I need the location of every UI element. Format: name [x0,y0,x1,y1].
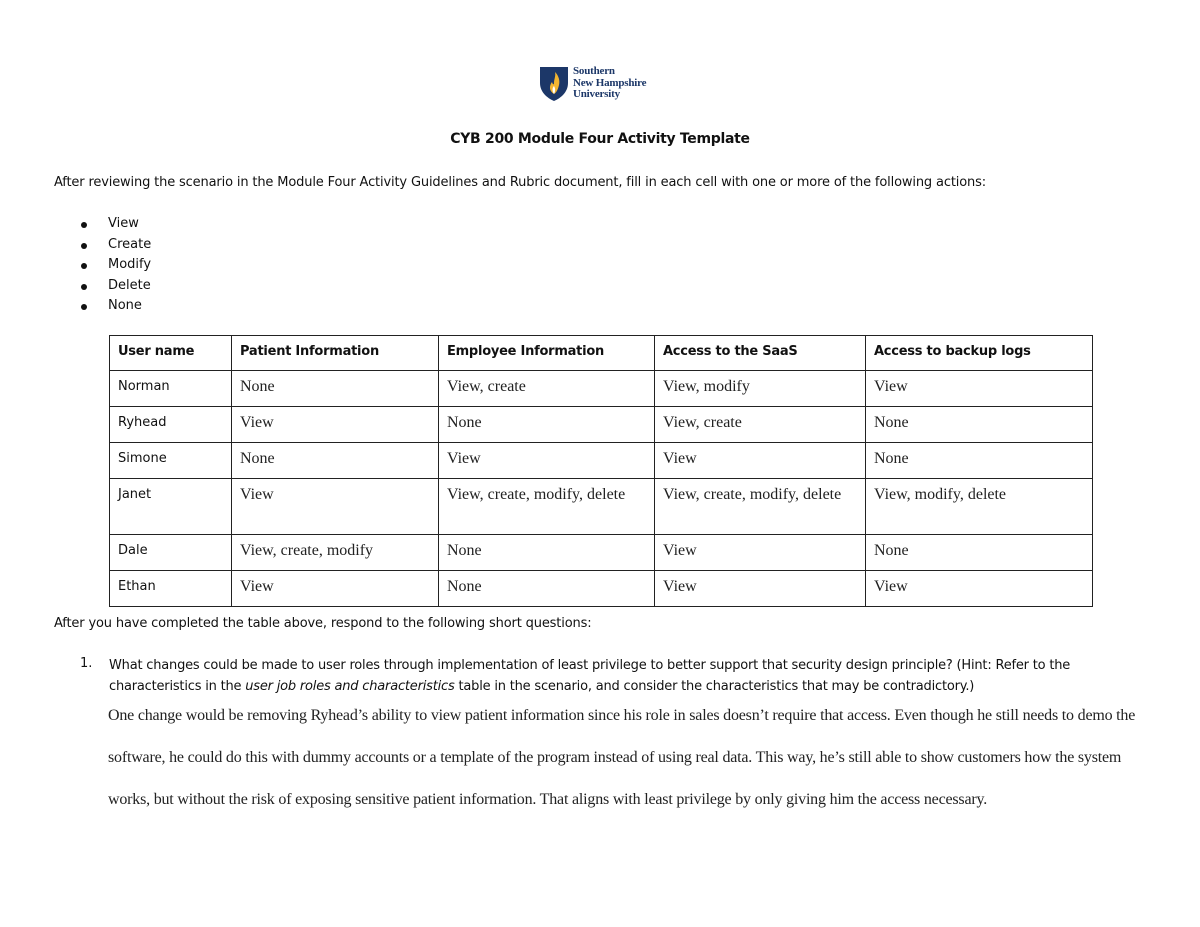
action-label: None [108,298,142,314]
bullet-icon [81,284,87,290]
access-control-table [109,335,1093,607]
table-cell: None [232,371,439,407]
question-number: 1. [80,656,93,671]
table-cell: View [866,571,1093,607]
header-user-name: User name [110,336,232,371]
table-cell: View, modify, delete [866,479,1093,535]
table-cell: View [655,443,866,479]
table-cell: None [439,571,655,607]
document-title: CYB 200 Module Four Activity Template [450,131,750,147]
table-row [110,571,1093,607]
action-label: View [108,216,139,231]
user-name-cell: Ethan [110,571,232,607]
header-employee-information: Employee Information [439,336,655,371]
list-item [80,214,151,235]
table-cell: None [866,535,1093,571]
question-part: table in the scenario, and consider the characteristics that may be contradictory.) [454,678,975,694]
table-cell: View [232,571,439,607]
bullet-icon [81,243,87,249]
table-row [110,443,1093,479]
table-cell: View [655,571,866,607]
user-name-cell: Ryhead [110,407,232,443]
table-row [110,407,1093,443]
list-item [80,255,151,276]
list-item [80,296,151,317]
user-name-cell: Norman [110,371,232,407]
table-row [110,479,1093,535]
intro-text: After reviewing the scenario in the Module Four Activity Guidelines and Rubric document, fill in each cell with one or more of the following actions: [54,175,986,190]
question-part: What changes could be made to user roles through implementation of least privilege to better support that security design principle? (Hint: Refer to the characteristics in the [109,658,1071,694]
header-access-backup-logs: Access to backup logs [866,336,1093,371]
shield-flame-icon [539,66,569,102]
answer-text: One change would be removing Ryhead’s ability to view patient information since his role in sales doesn’t require that access. Even though he still needs to demo the software, he could do this with dummy accounts or a template of the program instead of using real data. This way, he’s still able to show customers how the system works, but without the risk of exposing sensitive patient information. That aligns with least privilege by only giving him the access necessary. [108,707,1136,808]
user-name-cell: Janet [110,479,232,535]
table-cell: None [439,407,655,443]
action-label: Create [108,236,152,252]
table-cell: View [232,479,439,535]
user-name-cell: Dale [110,535,232,571]
action-label: Modify [108,257,152,273]
logo-line: New Hampshire [573,76,647,89]
table-row [110,535,1093,571]
table-cell: None [232,443,439,479]
table-cell: View, create, modify [232,535,439,571]
table-row [110,371,1093,407]
header-access-saas: Access to the SaaS [655,336,866,371]
logo-line: University [573,88,620,100]
list-item [80,276,151,297]
table-cell: View [866,371,1093,407]
questions-intro: After you have completed the table above, respond to the following short questions: [54,616,592,631]
table-cell: View [655,535,866,571]
table-cell: View, create, modify, delete [439,479,655,535]
table-cell: View [232,407,439,443]
header-patient-information: Patient Information [232,336,439,371]
table-cell: None [866,407,1093,443]
action-label: Delete [108,277,151,293]
table-cell: None [439,535,655,571]
list-item [80,235,151,256]
table-cell: View, create, modify, delete [655,479,866,535]
table-cell: View, create [439,371,655,407]
bullet-icon [81,304,87,310]
logo-line: Southern [573,65,615,77]
table-header-row [110,336,1093,371]
table-cell: View [439,443,655,479]
bullet-icon [81,263,87,269]
table-cell: None [866,443,1093,479]
table-cell: View, create [655,407,866,443]
question-emphasis: user job roles and characteristics [245,678,455,694]
bullet-icon [81,222,87,228]
user-name-cell: Simone [110,443,232,479]
actions-list [80,214,151,317]
table-cell: View, modify [655,371,866,407]
logo-wordmark [573,66,646,101]
question-text [109,656,1149,697]
university-logo [539,66,646,102]
